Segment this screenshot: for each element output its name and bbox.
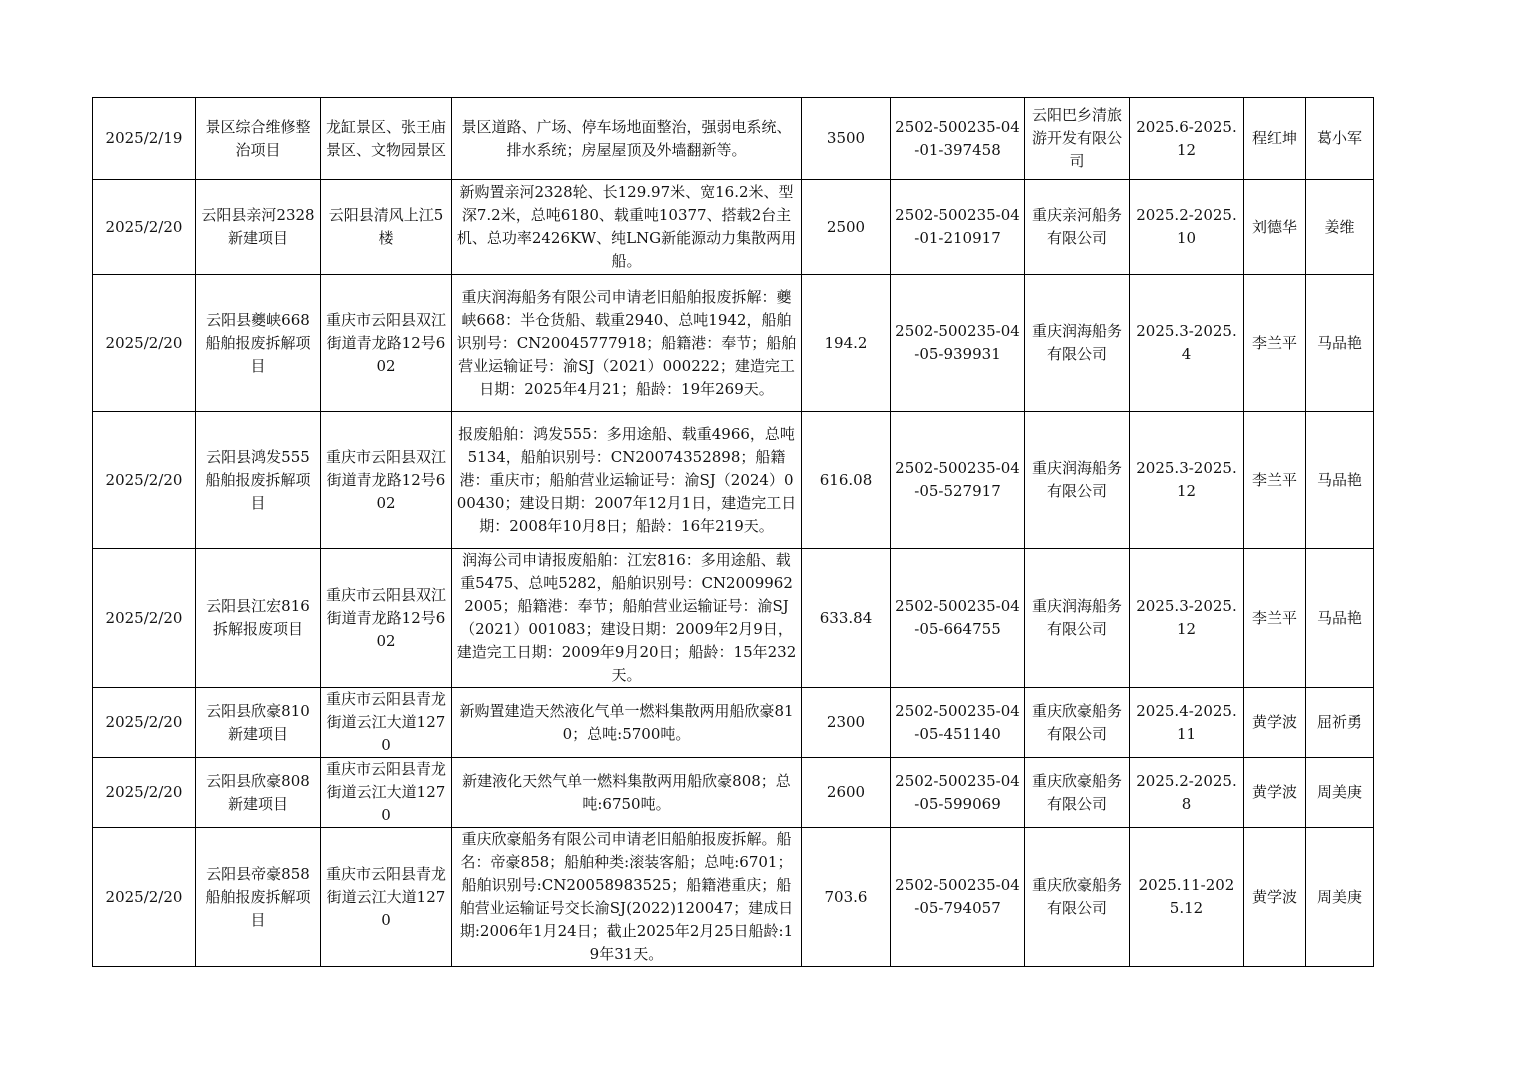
investment-cell: 2500 <box>802 180 891 275</box>
project-code-cell: 2502-500235-04-05-451140 <box>891 688 1025 758</box>
period-cell: 2025.3-2025.12 <box>1130 412 1244 549</box>
table-row <box>93 688 1374 758</box>
project-code-cell: 2502-500235-04-05-794057 <box>891 828 1025 967</box>
contact-cell: 屈祈勇 <box>1306 688 1374 758</box>
date-cell: 2025/2/20 <box>93 180 196 275</box>
investment-cell: 2600 <box>802 758 891 828</box>
project-code-cell: 2502-500235-04-05-939931 <box>891 275 1025 412</box>
investment-cell: 616.08 <box>802 412 891 549</box>
person-cell: 黄学波 <box>1244 758 1306 828</box>
project-name-cell: 云阳县帝豪858船舶报废拆解项目 <box>196 828 321 967</box>
date-cell: 2025/2/20 <box>93 549 196 688</box>
period-cell: 2025.11-2025.12 <box>1130 828 1244 967</box>
table-row <box>93 412 1374 549</box>
investment-cell: 194.2 <box>802 275 891 412</box>
table-row <box>93 98 1374 180</box>
investment-cell: 703.6 <box>802 828 891 967</box>
project-code-cell: 2502-500235-04-01-397458 <box>891 98 1025 180</box>
company-cell: 重庆欣豪船务有限公司 <box>1025 828 1130 967</box>
investment-cell: 633.84 <box>802 549 891 688</box>
period-cell: 2025.6-2025.12 <box>1130 98 1244 180</box>
person-cell: 李兰平 <box>1244 412 1306 549</box>
content-cell: 重庆润海船务有限公司申请老旧船舶报废拆解：夔峡668：半仓货船、载重2940、总吨1942，船舶识别号：CN20045777918；船籍港：奉节；船舶营业运输证号：渝SJ（2021）000222；建造完工日期：2025年4月21；船龄：19年269天。 <box>452 275 802 412</box>
company-cell: 重庆润海船务有限公司 <box>1025 549 1130 688</box>
person-cell: 刘德华 <box>1244 180 1306 275</box>
date-cell: 2025/2/19 <box>93 98 196 180</box>
location-cell: 重庆市云阳县青龙街道云江大道1270 <box>321 758 452 828</box>
period-cell: 2025.2-2025.8 <box>1130 758 1244 828</box>
project-code-cell: 2502-500235-04-05-664755 <box>891 549 1025 688</box>
project-name-cell: 云阳县江宏816拆解报废项目 <box>196 549 321 688</box>
date-cell: 2025/2/20 <box>93 688 196 758</box>
person-cell: 李兰平 <box>1244 549 1306 688</box>
contact-cell: 周美庚 <box>1306 828 1374 967</box>
date-cell: 2025/2/20 <box>93 412 196 549</box>
table-row <box>93 758 1374 828</box>
project-name-cell: 云阳县欣豪810新建项目 <box>196 688 321 758</box>
location-cell: 龙缸景区、张王庙景区、文物园景区 <box>321 98 452 180</box>
content-cell: 新建液化天然气单一燃料集散两用船欣豪808；总吨:6750吨。 <box>452 758 802 828</box>
location-cell: 重庆市云阳县双江街道青龙路12号602 <box>321 275 452 412</box>
project-name-cell: 景区综合维修整治项目 <box>196 98 321 180</box>
contact-cell: 马品艳 <box>1306 549 1374 688</box>
date-cell: 2025/2/20 <box>93 275 196 412</box>
table-row <box>93 549 1374 688</box>
period-cell: 2025.3-2025.4 <box>1130 275 1244 412</box>
person-cell: 李兰平 <box>1244 275 1306 412</box>
company-cell: 云阳巴乡清旅游开发有限公司 <box>1025 98 1130 180</box>
company-cell: 重庆欣豪船务有限公司 <box>1025 688 1130 758</box>
table-row <box>93 275 1374 412</box>
investment-cell: 2300 <box>802 688 891 758</box>
location-cell: 重庆市云阳县双江街道青龙路12号602 <box>321 412 452 549</box>
period-cell: 2025.2-2025.10 <box>1130 180 1244 275</box>
project-code-cell: 2502-500235-04-05-527917 <box>891 412 1025 549</box>
project-name-cell: 云阳县欣豪808新建项目 <box>196 758 321 828</box>
person-cell: 程红坤 <box>1244 98 1306 180</box>
location-cell: 重庆市云阳县青龙街道云江大道1270 <box>321 688 452 758</box>
contact-cell: 姜维 <box>1306 180 1374 275</box>
company-cell: 重庆润海船务有限公司 <box>1025 275 1130 412</box>
contact-cell: 葛小军 <box>1306 98 1374 180</box>
company-cell: 重庆亲河船务有限公司 <box>1025 180 1130 275</box>
project-code-cell: 2502-500235-04-05-599069 <box>891 758 1025 828</box>
investment-cell: 3500 <box>802 98 891 180</box>
company-cell: 重庆欣豪船务有限公司 <box>1025 758 1130 828</box>
project-name-cell: 云阳县夔峡668船舶报废拆解项目 <box>196 275 321 412</box>
content-cell: 新购置亲河2328轮、长129.97米、宽16.2米、型深7.2米，总吨6180、载重吨10377、搭载2台主机、总功率2426KW、纯LNG新能源动力集散两用船。 <box>452 180 802 275</box>
date-cell: 2025/2/20 <box>93 828 196 967</box>
date-cell: 2025/2/20 <box>93 758 196 828</box>
company-cell: 重庆润海船务有限公司 <box>1025 412 1130 549</box>
table-row <box>93 828 1374 967</box>
content-cell: 新购置建造天然液化气单一燃料集散两用船欣豪810；总吨:5700吨。 <box>452 688 802 758</box>
location-cell: 重庆市云阳县双江街道青龙路12号602 <box>321 549 452 688</box>
table-row <box>93 180 1374 275</box>
person-cell: 黄学波 <box>1244 688 1306 758</box>
project-table <box>92 97 1374 967</box>
period-cell: 2025.4-2025.11 <box>1130 688 1244 758</box>
period-cell: 2025.3-2025.12 <box>1130 549 1244 688</box>
location-cell: 重庆市云阳县青龙街道云江大道1270 <box>321 828 452 967</box>
project-name-cell: 云阳县鸿发555船舶报废拆解项目 <box>196 412 321 549</box>
contact-cell: 周美庚 <box>1306 758 1374 828</box>
project-code-cell: 2502-500235-04-01-210917 <box>891 180 1025 275</box>
person-cell: 黄学波 <box>1244 828 1306 967</box>
content-cell: 报废船舶：鸿发555：多用途船、载重4966，总吨5134，船舶识别号：CN20074352898；船籍港：重庆市；船舶营业运输证号：渝SJ（2024）000430；建设日期：2007年12月1日，建造完工日期：2008年10月8日；船龄：16年219天。 <box>452 412 802 549</box>
content-cell: 润海公司申请报废船舶：江宏816：多用途船、载重5475、总吨5282，船舶识别号：CN20099622005；船籍港：奉节；船舶营业运输证号：渝SJ（2021）001083；建设日期：2009年2月9日，建造完工日期：2009年9月20日；船龄：15年232天。 <box>452 549 802 688</box>
contact-cell: 马品艳 <box>1306 412 1374 549</box>
content-cell: 重庆欣豪船务有限公司申请老旧船舶报废拆解。船名：帝豪858；船舶种类:滚装客船；总吨:6701；船舶识别号:CN20058983525；船籍港重庆；船舶营业运输证号交长渝SJ(2022)120047；建成日期:2006年1月24日；截止2025年2月25日船龄:19年31天。 <box>452 828 802 967</box>
contact-cell: 马品艳 <box>1306 275 1374 412</box>
content-cell: 景区道路、广场、停车场地面整治，强弱电系统、排水系统；房屋屋顶及外墙翻新等。 <box>452 98 802 180</box>
location-cell: 云阳县清风上江5楼 <box>321 180 452 275</box>
project-name-cell: 云阳县亲河2328新建项目 <box>196 180 321 275</box>
